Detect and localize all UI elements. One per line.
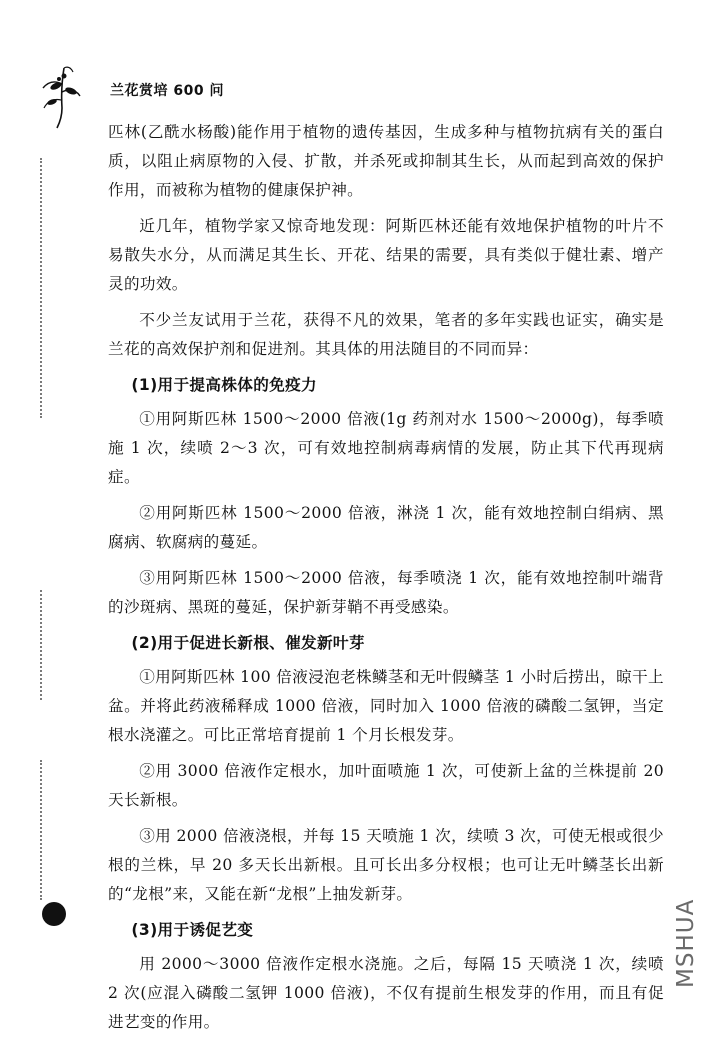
paragraph: ③用阿斯匹林 1500～2000 倍液，每季喷浇 1 次，能有效地控制叶端背的沙斑病、黑斑的蔓延，保护新芽鞘不再受感染。 (108, 569, 664, 616)
section-heading: (1)用于提高株体的免疫力 (131, 376, 317, 394)
paragraph: 用 2000～3000 倍液作定根水浇施。之后，每隔 15 天喷浇 1 次，续喷 2 次(应混入磷酸二氢钾 1000 倍液)，不仅有提前生根发芽的作用，而且有促进艺变的作用。 (108, 955, 664, 1031)
watermark-text: MSHUA (673, 898, 699, 988)
paragraph: ①用阿斯匹林 100 倍液浸泡老株鳞茎和无叶假鳞茎 1 小时后捞出，晾干上盆。并将此药液稀释成 1000 倍液，同时加入 1000 倍液的磷酸二氢钾，当定根水浇灌之。可比正常培育提前 1 个月长根发芽。 (108, 668, 664, 744)
margin-dotted-rule (40, 158, 42, 418)
paragraph: 匹林(乙酰水杨酸)能作用于植物的遗传基因，生成多种与植物抗病有关的蛋白质，以阻止病原物的入侵、扩散，并杀死或抑制其生长，从而起到高效的保护作用，而被称为植物的健康保护神。 (108, 123, 664, 199)
orchid-sprig-icon (40, 62, 82, 130)
page-body (108, 118, 664, 1044)
watermark (668, 886, 702, 990)
paragraph: ②用阿斯匹林 1500～2000 倍液，淋浇 1 次，能有效地控制白绢病、黑腐病、软腐病的蔓延。 (108, 504, 664, 551)
section-heading: (3)用于诱促艺变 (131, 921, 254, 939)
paragraph: 不少兰友试用于兰花，获得不凡的效果，笔者的多年实践也证实，确实是兰花的高效保护剂和促进剂。其具体的用法随目的不同而异： (108, 311, 664, 358)
section-heading: (2)用于促进长新根、催发新叶芽 (131, 634, 365, 652)
paragraph: ①用阿斯匹林 1500～2000 倍液(1g 药剂对水 1500～2000g)，每季喷施 1 次，续喷 2～3 次，可有效地控制病毒病情的发展，防止其下代再现病症。 (108, 410, 664, 486)
paragraph: ③用 2000 倍液浇根，并每 15 天喷施 1 次，续喷 3 次，可使无根或很少根的兰株，早 20 多天长出新根。且可长出多分杈根；也可让无叶鳞茎长出新的“龙根”来，又能在新“龙根”上抽发新芽。 (108, 827, 664, 903)
paragraph: ②用 3000 倍液作定根水，加叶面喷施 1 次，可使新上盆的兰株提前 20 天长新根。 (108, 762, 664, 809)
running-header-title: 兰花赏培 600 问 (110, 83, 224, 99)
margin-dotted-rule (40, 590, 42, 700)
paragraph: 近几年，植物学家又惊奇地发现：阿斯匹林还能有效地保护植物的叶片不易散失水分，从而满足其生长、开花、结果的需要，具有类似于健壮素、增产灵的功效。 (108, 217, 664, 293)
margin-dotted-rule (40, 760, 42, 900)
margin-bullet-icon (42, 902, 66, 926)
